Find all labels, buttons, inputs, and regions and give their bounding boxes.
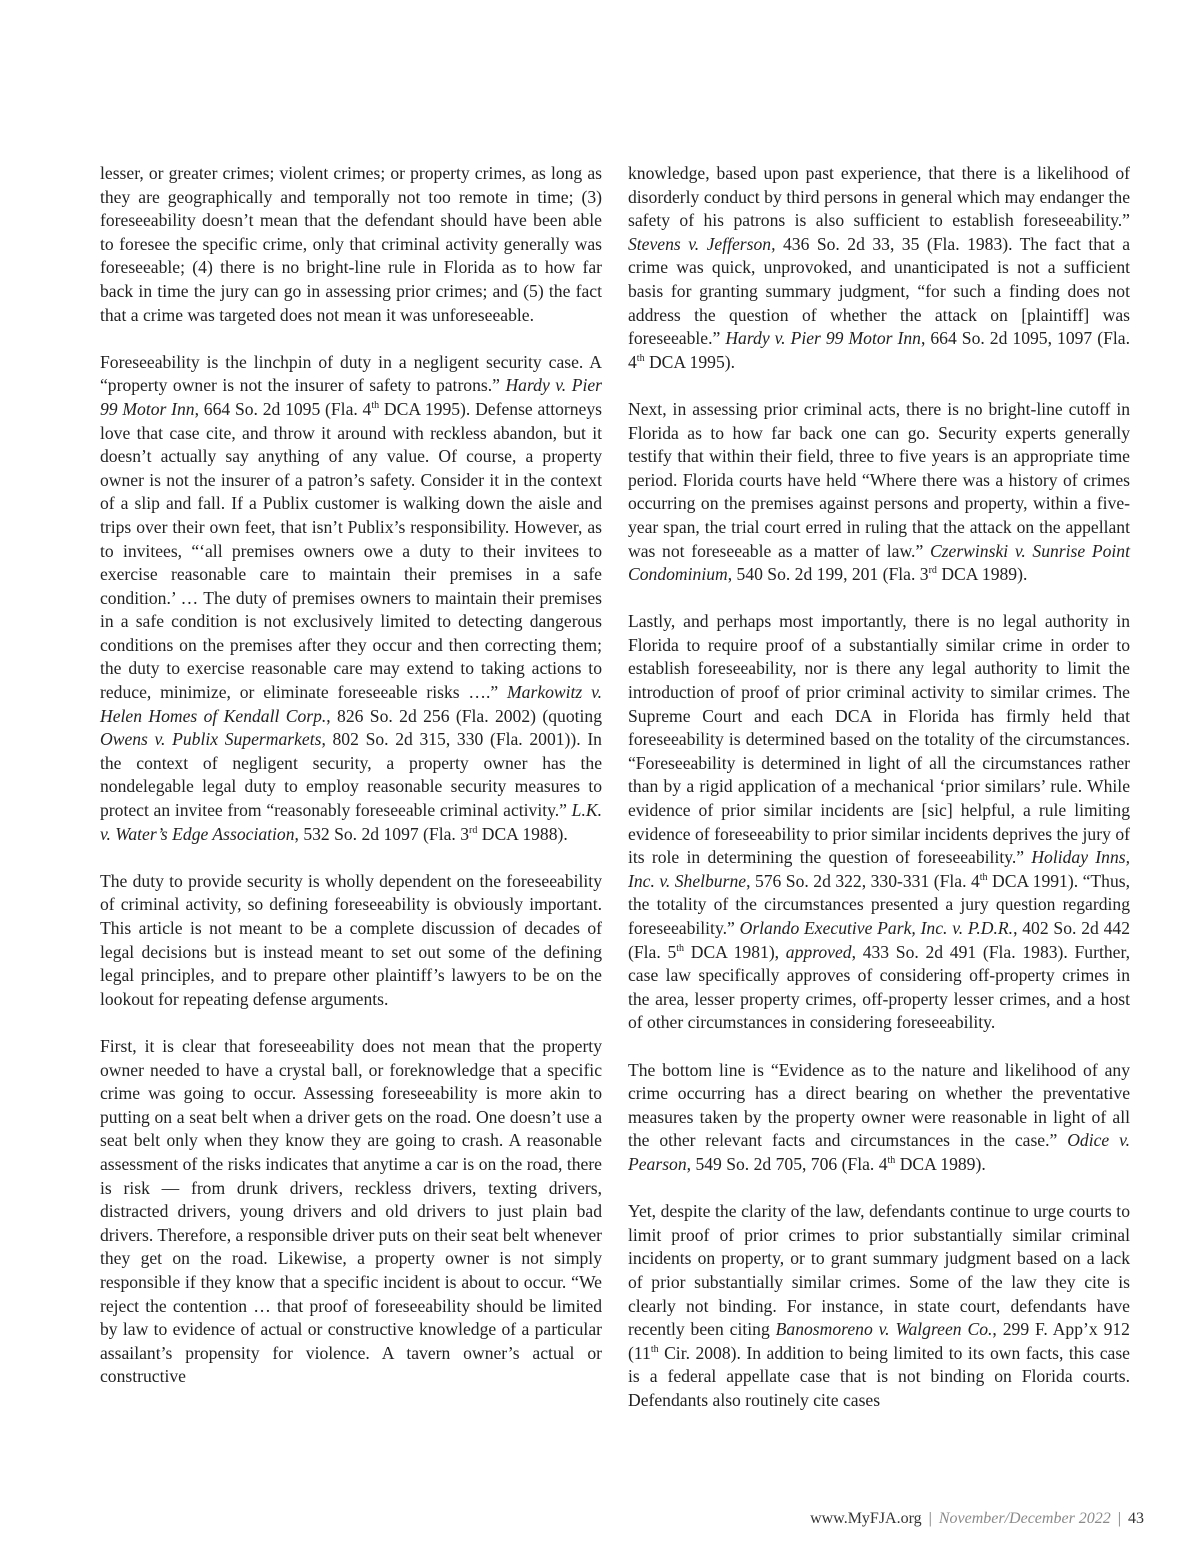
footer-separator: |: [1117, 1510, 1121, 1527]
paragraph: Yet, despite the clarity of the law, defendants continue to urge courts to limit proof of prior crimes to prior substantially similar criminal incidents on property, or to grant summary judgment based on a lack of prior substantially similar crimes. Some of the law they cite is clearly not binding. For instance, in state court, defendants have recently been citing Banosmoreno v. Walgreen Co., 299 F. App’x 912 (11th Cir. 2008). In addition to being limited to its own facts, this case is a federal appellate case that is not binding on Florida courts. Defendants also routinely cite cases: [628, 1201, 1130, 1410]
case-citation: Stevens v. Jefferson,: [628, 233, 776, 254]
paragraph: First, it is clear that foreseeability does not mean that the property owner needed to have a crystal ball, or foreknowledge that a specific crime was going to occur. Assessing foreseeability is more akin to putting on a seat belt when a driver gets on the road. One doesn’t use a seat belt only when they know they are going to crash. A reasonable assessment of the risks indicates that anytime a car is on the road, there is risk — from drunk drivers, reckless drivers, texting drivers, distracted drivers, young drivers and old drivers to just plain bad drivers. Therefore, a responsible driver puts on their seat belt whenever they get on the road. Likewise, a property owner is not simply responsible if they know that a specific incident is about to occur. “We reject the contention … that proof of foreseeability should be limited by law to evidence of actual or constructive knowledge of a particular assailant’s propensity for violence. A tavern owner’s actual or constructive: [100, 1035, 602, 1387]
paragraph: Next, in assessing prior criminal acts, there is no bright-line cutoff in Florida as to how far back one can go. Security experts generally testify that within their field, three to five years is an appropriate time period. Florida courts have held “Where there was a history of crimes occurring on the premises against persons and property, within a five-year span, the trial court erred in ruling that the attack on the appellant was not foreseeable as a matter of law.” Czerwinski v. Sunrise Point Condominium, 540 So. 2d 199, 201 (Fla. 3rd DCA 1989).: [628, 398, 1130, 585]
case-citation: Owens v. Publix Supermarkets: [100, 729, 322, 750]
left-column: [100, 162, 602, 1412]
website-link[interactable]: www.MyFJA.org: [810, 1510, 922, 1527]
case-citation: Holiday Inns, Inc. v. Shelburne: [628, 847, 1130, 891]
paragraph: The duty to provide security is wholly dependent on the foreseeability of criminal activity, so defining foreseeability is obviously important. This article is not meant to be a complete discussion of decades of legal decisions but is instead meant to set out some of the defining legal principles, and to prepare other plaintiff’s lawyers to be on the lookout for repeating defense arguments.: [100, 870, 602, 1009]
right-column: [628, 162, 1130, 1436]
case-citation: Banosmoreno v. Walgreen Co.: [775, 1319, 993, 1340]
case-citation: Czerwinski v. Sunrise Point Condominium: [628, 540, 1130, 585]
case-citation: Hardy v. Pier 99 Motor Inn: [100, 375, 602, 419]
page-number: 43: [1128, 1510, 1144, 1527]
case-citation: L.K. v. Water’s Edge Association: [100, 800, 602, 844]
paragraph: The bottom line is “Evidence as to the nature and likelihood of any crime occurring has a direct bearing on whether the preventative measures taken by the property owner were reasonable in light of all the other relevant facts and circumstances in the case.” Odice v. Pearson, 549 So. 2d 705, 706 (Fla. 4th DCA 1989).: [628, 1059, 1130, 1174]
footer-separator: |: [928, 1510, 932, 1527]
issue-date: November/December 2022: [938, 1510, 1111, 1527]
case-citation: Orlando Executive Park, Inc. v. P.D.R.: [739, 918, 1014, 938]
paragraph: Foreseeability is the linchpin of duty in a negligent security case. A “property owner is not the insurer of safety to patrons.” Hardy v. Pier 99 Motor Inn, 664 So. 2d 1095 (Fla. 4th DCA 1995). Defense attorneys love that case cite, and throw it around with reckless abandon, but it doesn’t actually say anything of any value. Of course, a property owner is not the insurer of a patron’s safety. Consider it in the context of a slip and fall. If a Publix customer is walking down the aisle and trips over their own feet, that isn’t Publix’s responsibility. However, as to invitees, “‘all premises owners owe a duty to their invitees to exercise reasonable care to maintain their premises in a safe condition.’ … The duty of premises owners to maintain their premises in a safe condition is not exclusively limited to detecting dangerous conditions on the premises after they occur and then correcting them; the duty to exercise reasonable care may extend to taking actions to reduce, minimize, or eliminate foreseeable risks ….” Markowitz v. Helen Homes of Kendall Corp., 826 So. 2d 256 (Fla. 2002) (quoting Owens v. Publix Supermarkets, 802 So. 2d 315, 330 (Fla. 2001)). In the context of negligent security, a property owner has the nondelegable legal duty to employ reasonable security measures to protect an invitee from “reasonably foreseeable criminal activity.” L.K. v. Water’s Edge Association, 532 So. 2d 1097 (Fla. 3rd DCA 1988).: [100, 351, 603, 844]
paragraph: knowledge, based upon past experience, that there is a likelihood of disorderly conduct by third persons in general which may endanger the safety of his patrons is also sufficient to establish foreseeability.” Stevens v. Jefferson, 436 So. 2d 33, 35 (Fla. 1983). The fact that a crime was quick, unprovoked, and unanticipated is not a sufficient basis for granting summary judgment, “for such a finding does not address the question of whether the attack on [plaintiff] was foreseeable.” Hardy v. Pier 99 Motor Inn, 664 So. 2d 1095, 1097 (Fla. 4th DCA 1995).: [628, 163, 1131, 372]
case-citation: Hardy v. Pier 99 Motor Inn: [725, 328, 921, 349]
paragraph: Lastly, and perhaps most importantly, there is no legal authority in Florida to require proof of a substantially similar crime in order to establish foreseeability, nor is there any legal authority to limit the introduction of proof of prior criminal activity to similar crimes. The Supreme Court and each DCA in Florida has firmly held that foreseeability is determined based on the totality of the circumstances. “Foreseeability is determined in light of all the circumstances rather than by a rigid application of a mechanical ‘prior similars’ rule. While evidence of prior similar incidents are [sic] helpful, a rule limiting evidence of foreseeability to prior similar incidents deprives the jury of its role in determining the question of foreseeability.” Holiday Inns, Inc. v. Shelburne, 576 So. 2d 322, 330-331 (Fla. 4th DCA 1991). “Thus, the totality of the circumstances presented a jury question regarding foreseeability.” Orlando Executive Park, Inc. v. P.D.R., 402 So. 2d 442 (Fla. 5th DCA 1981), approved, 433 So. 2d 491 (Fla. 1983). Further, case law specifically approves of considering off-property crimes in the area, lesser property crimes, off-property lesser crimes, and a host of other circumstances in considering foreseeability.: [628, 611, 1130, 1033]
case-citation: Odice v. Pearson: [628, 1130, 1130, 1174]
page-footer: [810, 1510, 1144, 1528]
paragraph: lesser, or greater crimes; violent crimes; or property crimes, as long as they are geographically and temporally not too remote in time; (3) foreseeability doesn’t mean that the defendant should have been able to foresee the specific crime, only that criminal activity generally was foreseeable; (4) there is no bright-line rule in Florida as to how far back in time the jury can go in assessing prior crimes; and (5) the fact that a crime was targeted does not mean it was unforeseeable.: [100, 163, 602, 325]
case-citation: Markowitz v. Helen Homes of Kendall Corp.: [100, 682, 602, 726]
case-citation: approved: [785, 941, 852, 962]
